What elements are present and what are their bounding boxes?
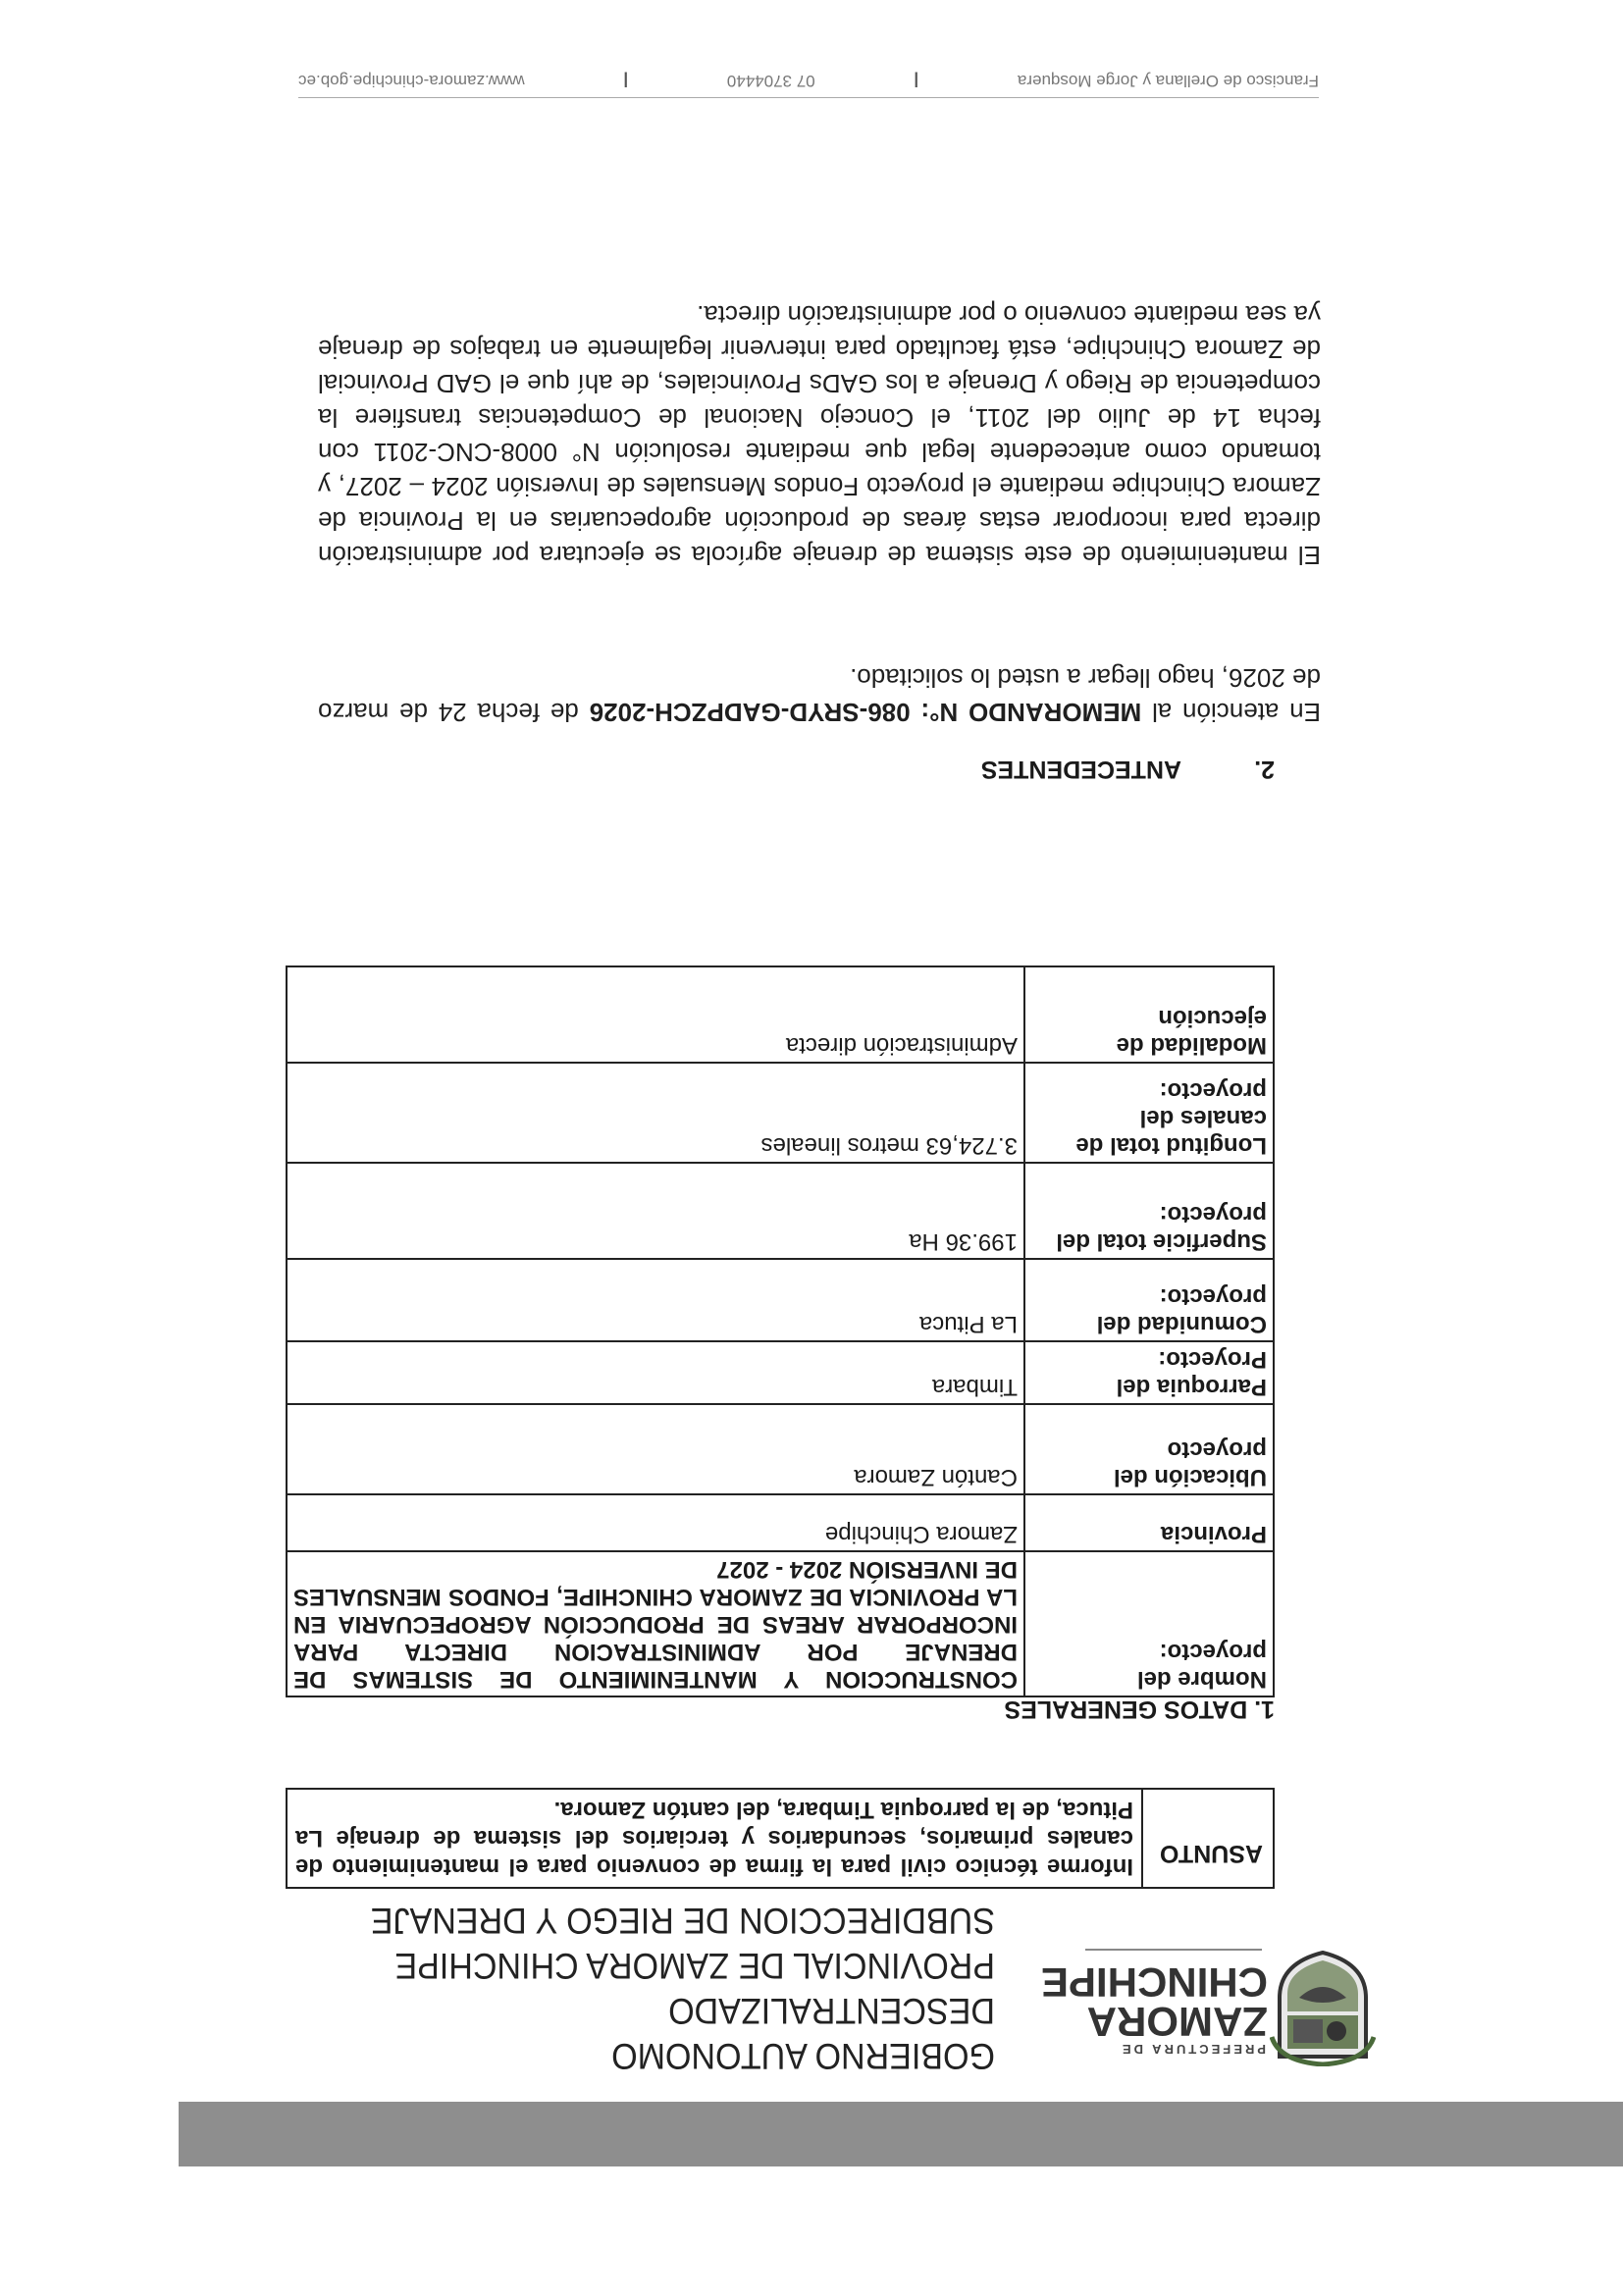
paragraph-memorandum: [318, 660, 1321, 729]
row-label: Provincia: [1024, 1494, 1274, 1551]
section-2-heading: [981, 755, 1275, 783]
table-row: [287, 1259, 1274, 1341]
footer-address: Francisco de Orellana y Jorge Mosquera: [1017, 72, 1319, 90]
area-value: 199.36 Ha: [287, 1163, 1024, 1259]
paragraph-background: El mantenimiento de este sistema de drenaje agrícola se ejecutara por administración directa para incorporar estas áreas de producción agropecuarias en la Provincia de Zamora Chinchipe mediante el proyecto Fondos Mensuales de Inversión 2024 – 2027, y tomando como antecedente legal que mediante resolución N° 0008-CNC-2011 con fecha 14 de Julio del 2011, el Concejo Nacional de Competencias transfiere la competencia de Riego y Drenaje a los GADs Provinciales, de ahí que el GAD Provincial de Zamora Chinchipe, está facultado para intervenir legalmente en trabajos de drenaje ya sea mediante convenio o por administración directa.: [318, 300, 1321, 570]
subject-row: [287, 1789, 1274, 1888]
logo-word-chinchipe: CHINCHIPE: [1040, 1959, 1268, 2006]
project-name-value: CONSTRUCCION Y MANTENIMIENTO DE SISTEMAS DE DRENAJE POR ADMINISTRACION DIRECTA PARA INCORPORAR AREAS DE PRODUCCIÓN AGROPECUARIA EN LA PROVINCIA DE ZAMORA CHINCHIPE, FONDOS MENSUALES DE INVERSIÓN 2024 - 2027: [287, 1551, 1024, 1696]
subject-label: ASUNTO: [1142, 1789, 1274, 1888]
section-2-title: ANTECEDENTES: [980, 756, 1181, 783]
org-line-2: PROVINCIAL DE ZAMORA CHINCHIPE: [394, 1946, 995, 1986]
logo-caption: PREFECTURA DE: [1119, 2042, 1266, 2057]
section-2-number: 2.: [1254, 756, 1275, 783]
row-label: Superficie total del proyecto:: [1024, 1163, 1274, 1259]
table-row: [287, 1063, 1274, 1163]
province-value: Zamora Chinchipe: [287, 1494, 1024, 1551]
footer-phone: 07 3704440: [726, 72, 815, 90]
modality-value: Administración directa: [287, 966, 1024, 1063]
location-value: Cantón Zamora: [287, 1404, 1024, 1494]
table-row: [287, 966, 1274, 1063]
row-label: Longitud total de canales del proyecto:: [1024, 1063, 1274, 1163]
p1-intro: En atención al: [1141, 698, 1321, 727]
general-data-table: [286, 965, 1275, 1697]
footer-separator: |: [914, 72, 919, 90]
length-value: 3.724,63 metros lineales: [287, 1063, 1024, 1163]
p1-rest: de fecha 24 de marzo de 2026, hago llegar a usted lo solicitado.: [318, 663, 1321, 727]
footer-separator: |: [623, 72, 629, 90]
row-label: Comunidad del proyecto:: [1024, 1259, 1274, 1341]
logo-word-zamora: ZAMORA: [1086, 1999, 1268, 2045]
table-row: [287, 1404, 1274, 1494]
subject-table: [286, 1788, 1275, 1889]
community-value: La Pitucа: [287, 1259, 1024, 1341]
row-label: Ubicación del proyecto: [1024, 1404, 1274, 1494]
parish-value: Timbara: [287, 1341, 1024, 1404]
org-line-1: GOBIERNO AUTONOMO DESCENTRALIZADO: [611, 1991, 995, 2076]
logo-divider: [1085, 1949, 1262, 1951]
row-label: Nombre del proyecto:: [1024, 1551, 1274, 1696]
row-label: Parroquia del Proyecto:: [1024, 1341, 1274, 1404]
section-1-heading: 1. DATOS GENERALES: [1004, 1696, 1275, 1723]
footer: [298, 71, 1319, 90]
table-row: [287, 1341, 1274, 1404]
org-line-3: SUBDIRECCION DE RIEGO Y DRENAJE: [370, 1901, 995, 1941]
row-label: Modalidad de ejecución: [1024, 966, 1274, 1063]
organization-heading: [309, 1898, 995, 2078]
memorandum-reference: MEMORANDO N°: 086-SRYD-GADPZCH-2026: [589, 698, 1142, 727]
logo-wordmark: [1040, 1959, 1268, 2045]
footer-divider: [298, 97, 1319, 98]
prefectura-logo: [1040, 1937, 1376, 2084]
table-row: [287, 1551, 1274, 1696]
footer-website: www.zamora-chinchipe.gob.ec: [298, 72, 525, 90]
header-bar: [179, 2102, 1623, 2166]
table-row: [287, 1163, 1274, 1259]
table-row: [287, 1494, 1274, 1551]
subject-text: Informe técnico civil para la firma de convenio para el mantenimiento de canales primarios, secundarios y terciarios del sistema de drenaje La Pitucа, de la parroquia Timbara, del cantón Zamora.: [287, 1789, 1142, 1888]
coat-of-arms-icon: [1270, 1949, 1376, 2066]
